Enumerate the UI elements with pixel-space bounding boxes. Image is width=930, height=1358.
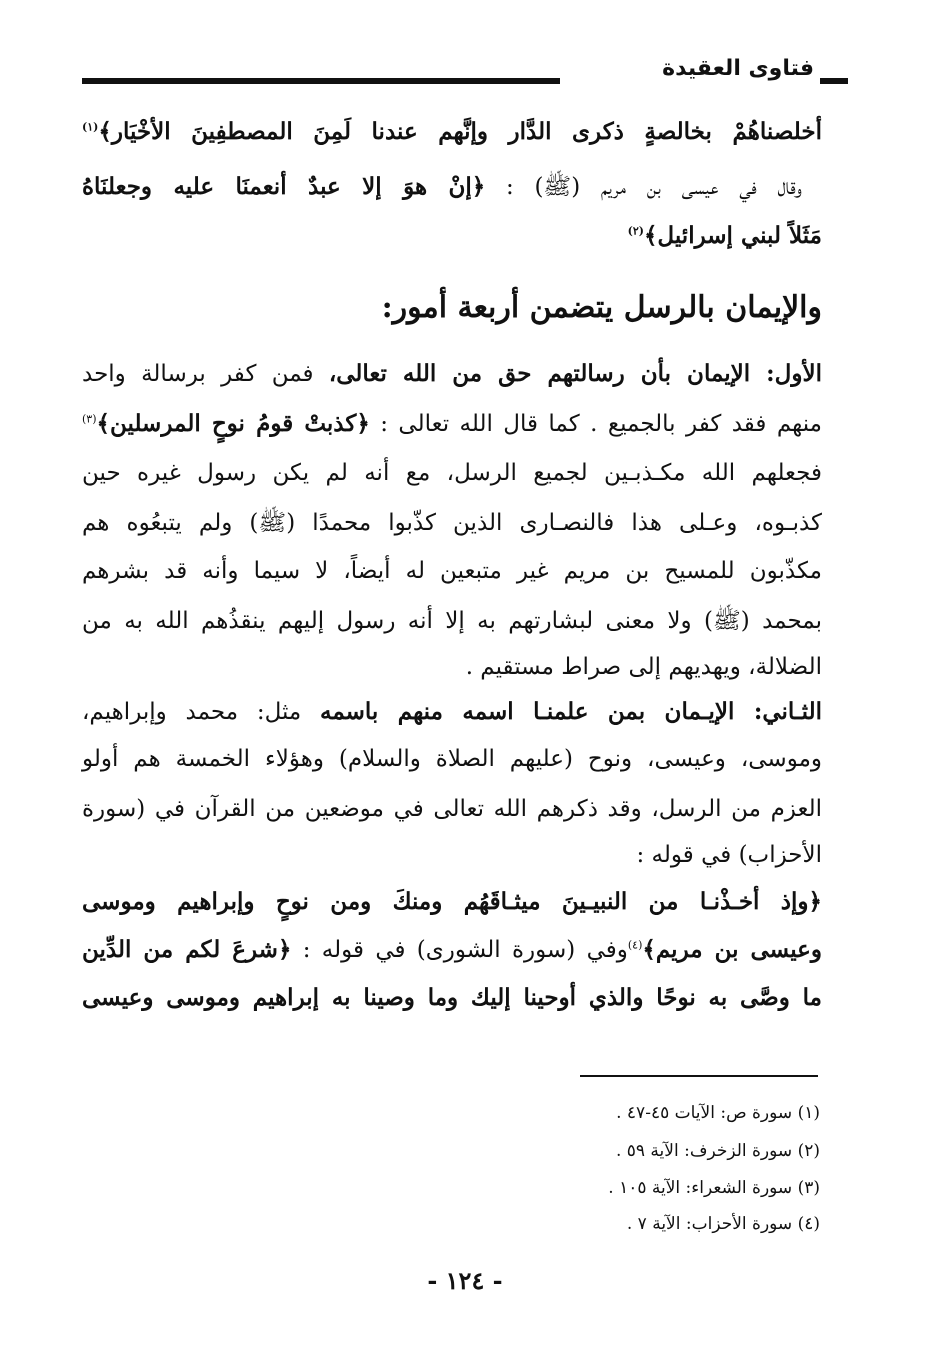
text-line-17: ما وصَّى به نوحًا والذي أوحينا إليك وما وصينا به إبراهيم وموسى وعيسى bbox=[82, 984, 822, 1011]
footnote-rule bbox=[580, 1075, 818, 1077]
footnote-ref: (٢) bbox=[627, 224, 644, 238]
point-heading: الثـاني: الإيـمان بمن علمنـا اسمه منهم باسمه bbox=[320, 698, 822, 725]
text-line-7: كذبـوه، وعـلى هذا فالنصـارى الذين كذّبوا محمدًا (ﷺ) ولم يتبعُوه هم bbox=[82, 510, 822, 536]
text-line-5 bbox=[82, 410, 822, 437]
text-span: وفي (سورة الشورى) في قوله : bbox=[291, 937, 628, 963]
footnote-ref: (٤) bbox=[627, 938, 643, 952]
quran-quote: وعيسى بن مريم﴾ bbox=[642, 936, 822, 963]
footnote-2: (٢) سورة الزخرف: الآية ٥٩ . bbox=[615, 1141, 820, 1161]
text-line-14: الأحزاب) في قوله : bbox=[636, 842, 822, 868]
text-span: فمن كفر برسالة واحد bbox=[82, 361, 329, 387]
text-line-6: فجعلهم الله مكـذبـين لجميع الرسل، مع أنه لم يكن رسول غيره حين bbox=[82, 460, 822, 486]
text-span: منهم فقد كفر بالجميع . كما قال الله تعالى : bbox=[369, 411, 822, 437]
text-line-2 bbox=[82, 172, 802, 206]
text-span: وقال في عيسى بن مريم (ﷺ) : bbox=[485, 174, 802, 200]
text-line-8: مكذّبون للمسيح بن مريم غير متبعين له أيضاً، لا سيما وأنه قد بشرهم bbox=[82, 558, 822, 584]
footnote-ref: (١) bbox=[82, 120, 99, 134]
text-line-13: العزم من الرسل، وقد ذكرهم الله تعالى في موضعين من القرآن في (سورة bbox=[82, 796, 822, 822]
text-line-12: وموسى، وعيسى، ونوح (عليهم الصلاة والسلام) وهؤلاء الخمسة هم أولو bbox=[82, 746, 822, 772]
quran-quote: أخلصناهُمْ بخالصةٍ ذكرى الدَّار وإنَّهم عندنا لَمِنَ المصطفِينَ الأخْيَار﴾ bbox=[98, 118, 822, 145]
footnote-3: (٣) سورة الشعراء: الآية ١٠٥ . bbox=[608, 1178, 820, 1198]
text-line-11 bbox=[82, 698, 822, 725]
text-line-16 bbox=[82, 936, 822, 963]
text-line-4 bbox=[82, 360, 822, 387]
quran-quote: ﴿شرعَ لكم من الدِّين bbox=[82, 936, 292, 963]
footnote-ref: (٣) bbox=[82, 412, 97, 426]
header-rule-short bbox=[820, 78, 848, 84]
header-rule bbox=[82, 78, 560, 84]
footnote-1: (١) سورة ص: الآيات ٤٥-٤٧ . bbox=[616, 1103, 820, 1123]
point-heading: الأول: الإيمان بأن رسالتهم حق من الله تعالى، bbox=[328, 360, 822, 387]
quran-quote: مَثَلاً لبني إسرائيل﴾ bbox=[643, 222, 822, 249]
page-number: - ١٢٤ - bbox=[427, 1266, 503, 1295]
text-line-9: بمحمد (ﷺ) ولا معنى لبشارتهم به إلا أنه رسول إليهم ينقذُهم الله به من bbox=[82, 608, 822, 634]
quran-quote: ﴿كذبتْ قومُ نوحٍ المرسلين﴾ bbox=[96, 410, 370, 437]
text-span: مثل: محمد وإبراهيم، bbox=[82, 699, 321, 725]
text-line-1 bbox=[82, 118, 822, 145]
footnote-4: (٤) سورة الأحزاب: الآية ٧ . bbox=[626, 1214, 820, 1234]
text-line-10: الضلالة، ويهديهم إلى صراط مستقيم . bbox=[465, 654, 822, 680]
section-heading: والإيمان بالرسل يتضمن أربعة أمور: bbox=[381, 290, 822, 325]
quran-quote: ﴿إنْ هوَ إلا عبدٌ أنعمنَا عليه وجعلنَاهُ bbox=[82, 173, 486, 200]
text-line-3 bbox=[82, 222, 822, 249]
text-line-15: ﴿وإذ أخـذْنـا من النبيـينَ ميثـاقَهُم ومنكَ ومن نوحٍ وإبراهيم وموسى bbox=[82, 888, 822, 915]
running-title: فتاوى العقيدة bbox=[662, 56, 814, 81]
